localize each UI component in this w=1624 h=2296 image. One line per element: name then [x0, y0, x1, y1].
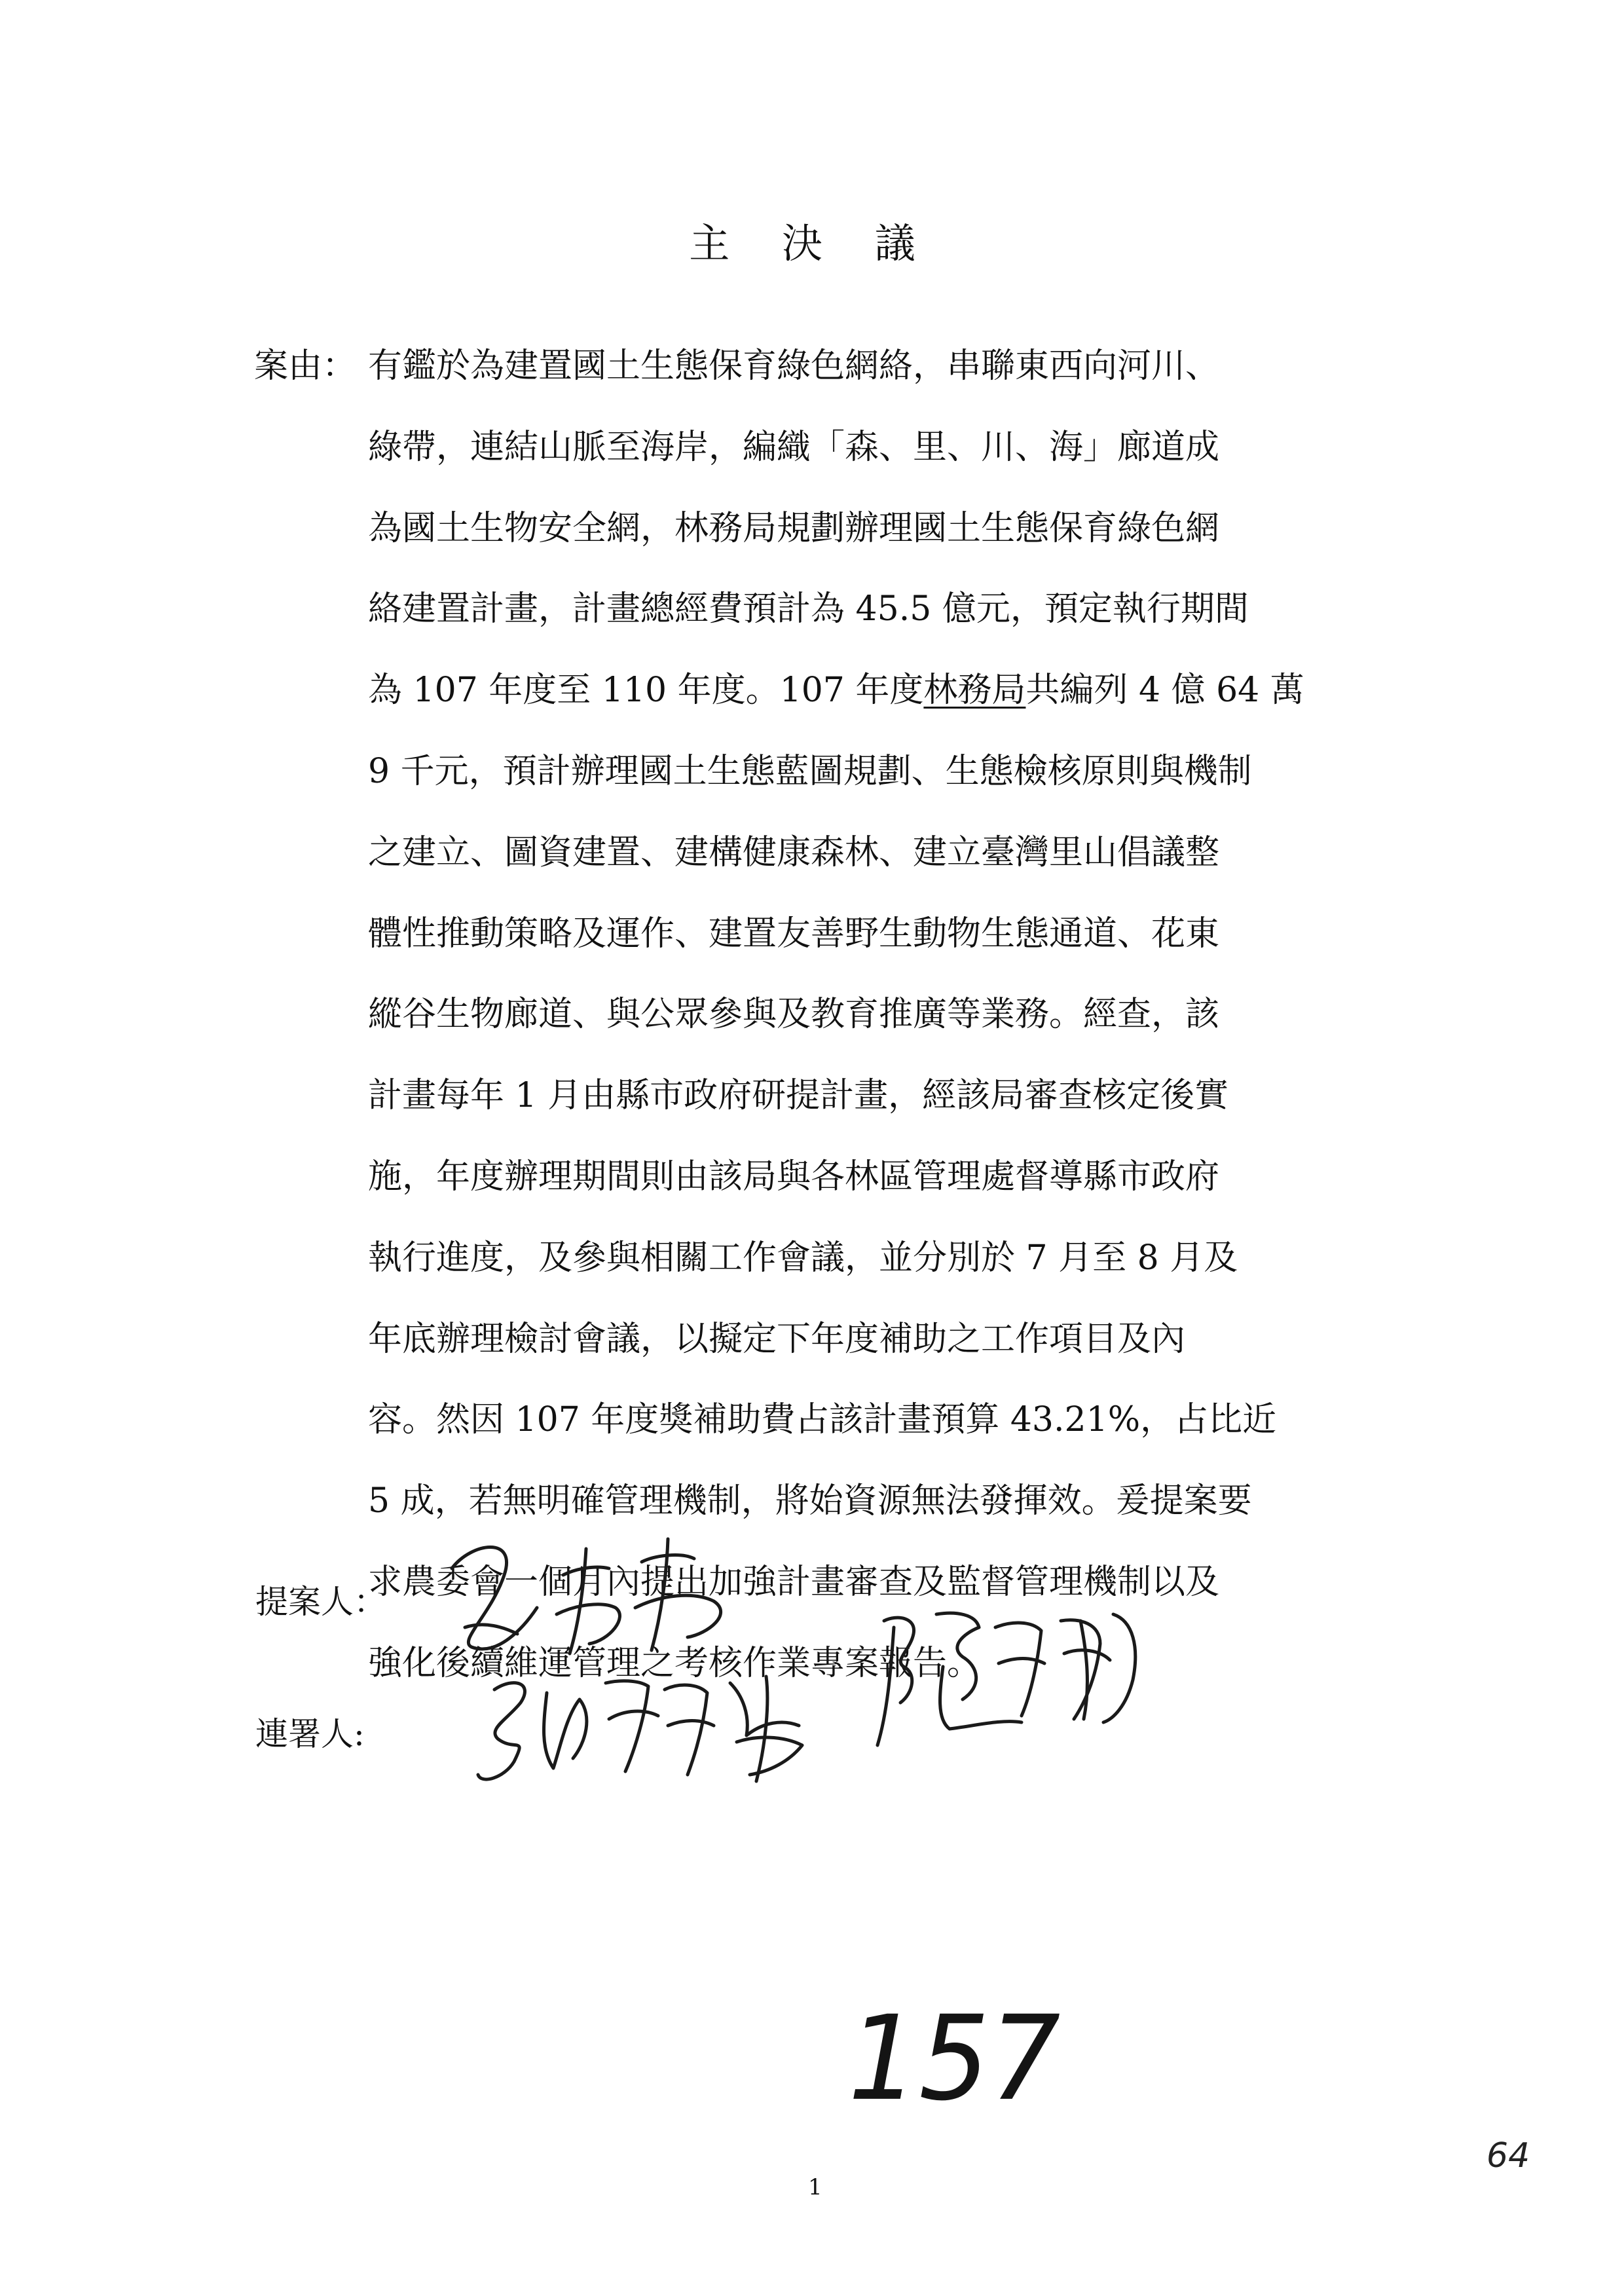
case-line: 縱谷生物廊道、與公眾參與及教育推廣等業務。經查，該 [368, 995, 1220, 1035]
cosigner-signature-2 [864, 1595, 1153, 1752]
case-line: 計畫每年 1 月由縣市政府研提計畫，經該局審查核定後實 [368, 1076, 1229, 1116]
corner-handwritten-number: 64 [1486, 2136, 1530, 2176]
case-label: 案由： [254, 346, 357, 386]
case-line: 5 成，若無明確管理機制，將始資源無法發揮效。爰提案要 [368, 1481, 1252, 1521]
case-line: 執行進度，及參與相關工作會議，並分別於 7 月至 8 月及 [368, 1238, 1238, 1278]
case-line: 容。然因 107 年度獎補助費占該計畫預算 43.21%，占比近 [368, 1400, 1277, 1440]
underlined-forestry-bureau: 林務局 [923, 671, 1026, 711]
page-number: 1 [808, 2174, 822, 2200]
case-line-segment: 共編列 4 億 64 萬 [1025, 671, 1304, 711]
case-line: 求農委會一個月內提出加強計畫審查及監督管理機制以及 [368, 1563, 1220, 1602]
case-line [368, 671, 1304, 710]
case-line: 9 千元，預計辦理國土生態藍圖規劃、生態檢核原則與機制 [368, 752, 1252, 791]
case-line: 體性推動策略及運作、建置友善野生動物生態通道、花東 [368, 914, 1220, 954]
case-line: 為國土生物安全網，林務局規劃辦理國土生態保育綠色網 [368, 508, 1220, 548]
case-line: 施，年度辦理期間則由該局與各林區管理處督導縣市政府 [368, 1157, 1220, 1196]
cosigner-label: 連署人: [255, 1715, 365, 1753]
case-line: 強化後續維運管理之考核作業專案報告。 [368, 1643, 982, 1683]
case-line: 絡建置計畫，計畫總經費預計為 45.5 億元，預定執行期間 [368, 589, 1249, 629]
case-line: 綠帶，連結山脈至海岸，編織「森、里、川、海」廊道成 [368, 427, 1220, 467]
proposer-label: 提案人： [255, 1583, 386, 1621]
case-line-segment: 為 107 年度至 110 年度。107 年度 [368, 671, 924, 711]
page-title: 主 決 議 [689, 219, 935, 267]
handwritten-number: 157 [848, 1991, 1061, 2127]
case-line: 之建立、圖資建置、建構健康森林、建立臺灣里山倡議整 [368, 832, 1220, 872]
case-line: 有鑑於為建置國土生態保育綠色網絡，串聯東西向河川、 [368, 346, 1220, 386]
cosigner-signature-1 [468, 1663, 835, 1794]
proposer-signature [445, 1529, 760, 1667]
case-line: 年底辦理檢討會議，以擬定下年度補助之工作項目及內 [368, 1319, 1186, 1359]
